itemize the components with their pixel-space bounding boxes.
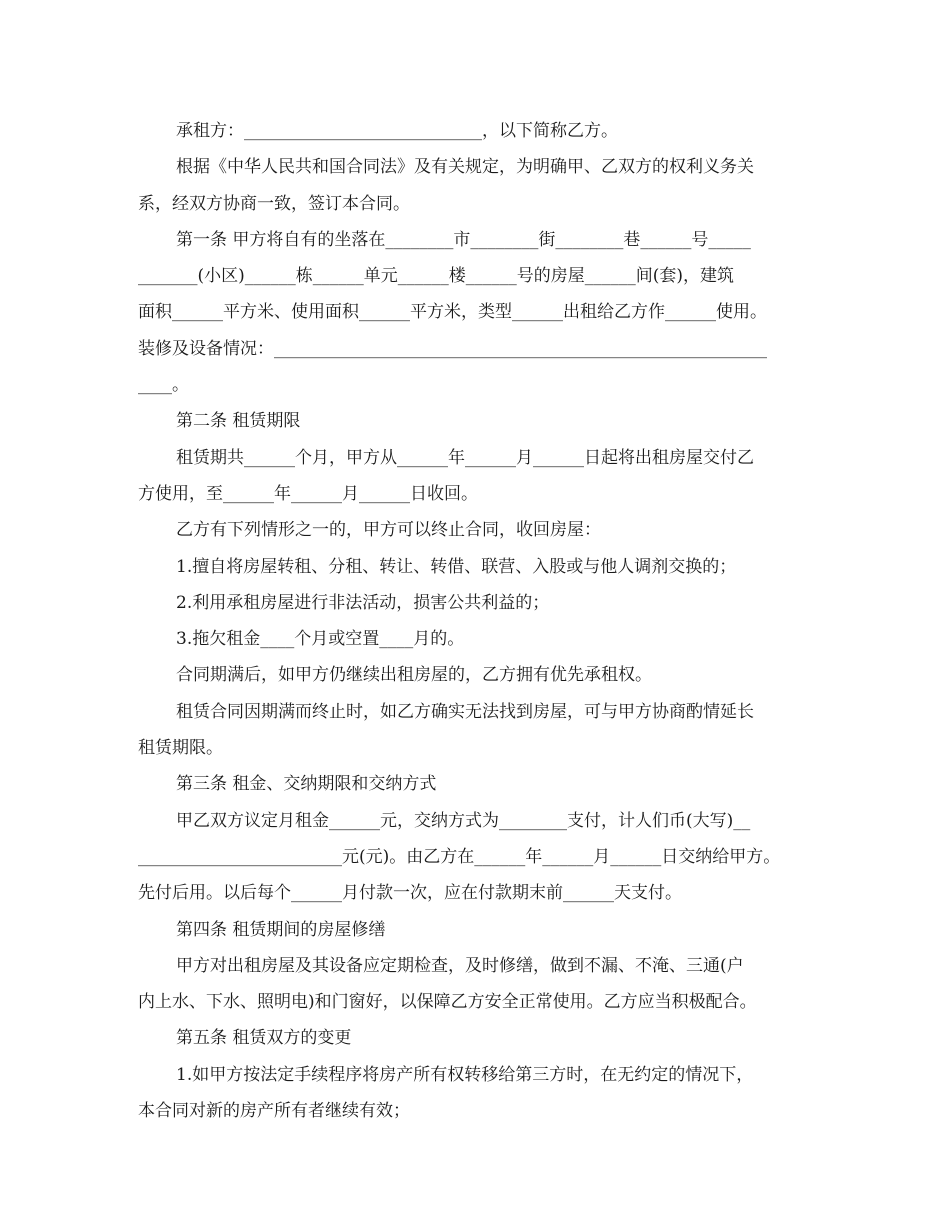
text-line: 租赁期限。 [138,738,223,759]
text-line: 租赁合同因期满而终止时，如乙方确实无法找到房屋，可与甲方协商酌情延长 [176,701,754,722]
list-item: 1.如甲方按法定手续程序将房产所有权转移给第三方时，在无约定的情况下， [176,1064,754,1085]
text-line: 先付后用。以后每个______月付款一次，应在付款期末前______天支付。 [138,883,682,904]
text-line: 乙方有下列情形之一的，甲方可以终止合同，收回房屋： [176,520,601,541]
text-line: 方使用，至______年______月______日收回。 [138,483,478,504]
text-line: ____。 [138,375,189,396]
text-line: 内上水、下水、照明电)和门窗好，以保障乙方安全正常使用。乙方应当积极配合。 [138,992,757,1013]
text-line: 甲乙双方议定月租金______元，交纳方式为________支付，计人们币(大写)__ [176,810,751,831]
list-item: 1.擅自将房屋转租、分租、转让、转借、联营、入股或与他人调剂交换的； [176,556,737,577]
article-4-heading: 第四条 租赁期间的房屋修缮 [176,919,386,940]
text-line: 系，经双方协商一致，签订本合同。 [138,193,410,214]
text-line: _______(小区)______栋______单元______楼______号的房屋______间(套)，建筑 [138,266,735,287]
text-line: 租赁期共______个月，甲方从______年______月______日起将出租房屋交付乙 [176,447,754,468]
text-line: 承租方：____________________________，以下简称乙方。 [176,121,618,141]
text-line: 面积______平方米、使用面积______平方米，类型______出租给乙方作______使用。 [138,302,767,323]
text-line: 装修及设备情况：__________________________________________________________ [138,338,767,359]
article-2-heading: 第二条 租赁期限 [176,411,301,432]
list-item: 2.利用承租房屋进行非法活动，损害公共利益的； [176,592,550,613]
document-body [138,113,818,1129]
text-line: ________________________元(元)。由乙方在______年______月______日交纳给甲方。 [138,846,781,867]
list-item: 3.拖欠租金____个月或空置____月的。 [176,629,465,650]
text-line: 甲方对出租房屋及其设备应定期检查，及时修缮，做到不漏、不淹、三通(户 [176,955,744,976]
text-line: 本合同对新的房产所有者继续有效； [138,1101,410,1122]
article-1-line: 第一条 甲方将自有的坐落在________市________街________巷______号_____ [176,229,751,250]
text-line: 合同期满后，如甲方仍继续出租房屋的，乙方拥有优先承租权。 [176,665,652,686]
article-5-heading: 第五条 租赁双方的变更 [176,1028,352,1049]
text-line: 根据《中华人民共和国合同法》及有关规定，为明确甲、乙双方的权利义务关 [176,157,754,178]
article-3-heading: 第三条 租金、交纳期限和交纳方式 [176,774,437,795]
